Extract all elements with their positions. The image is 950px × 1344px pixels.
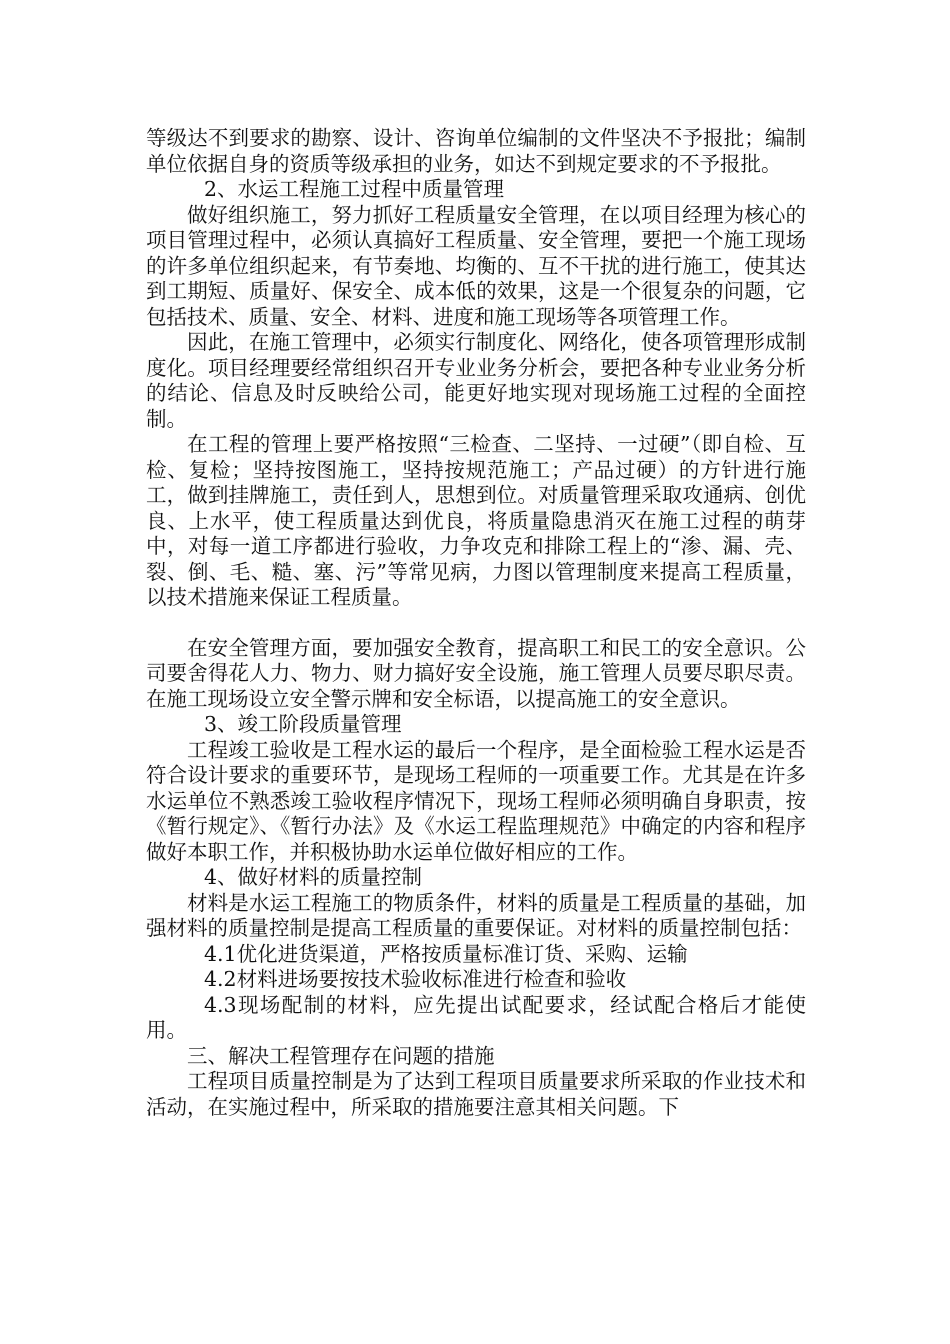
list-item-4-3: 4.3现场配制的材料，应先提出试配要求，经试配合格后才能使用。 [146, 992, 806, 1042]
paragraph-quality-control-measures: 工程项目质量控制是为了达到工程项目质量要求所采取的作业技术和活动，在实施过程中，所采取的措施要注意其相关问题。下 [146, 1069, 806, 1119]
heading-completion-quality: 3、竣工阶段质量管理 [204, 712, 402, 736]
heading-material-quality: 4、做好材料的质量控制 [204, 865, 423, 889]
list-item-4-1: 4.1优化进货渠道，严格按质量标准订货、采购、运输 [204, 941, 688, 966]
paragraph-approval: 等级达不到要求的勘察、设计、咨询单位编制的文件坚决不予报批；编制单位依据自身的资质等级承担的业务，如达不到规定要求的不予报批。 [146, 126, 806, 176]
paragraph-material-control: 材料是水运工程施工的物质条件，材料的质量是工程质量的基础，加强材料的质量控制是提高工程质量的重要保证。对材料的质量控制包括： [146, 890, 806, 940]
paragraph-completion-acceptance: 工程竣工验收是工程水运的最后一个程序，是全面检验工程水运是否符合设计要求的重要环节，是现场工程师的一项重要工作。尤其是在许多水运单位不熟悉竣工验收程序情况下，现场工程师必须明确自身职责，按《暂行规定》、《暂行办法》及《水运工程监理规范》中确定的内容和程序做好本职工作，并积极协助水运单位做好相应的工作。 [146, 737, 806, 864]
heading-solutions: 三、解决工程管理存在问题的措施 [187, 1043, 495, 1068]
list-item-4-2: 4.2材料进场要按技术验收标准进行检查和验收 [204, 967, 627, 991]
document-body [146, 126, 806, 1120]
heading-construction-quality: 2、水运工程施工过程中质量管理 [204, 177, 505, 201]
paragraph-three-checks: 在工程的管理上要严格按照“三检查、二坚持、一过硬”（即自检、互检、复检；坚持按图施工，坚持按规范施工；产品过硬）的方针进行施工，做到挂牌施工，责任到人，思想到位。对质量管理采取攻通病、创优良、上水平，使工程质量达到优良，将质量隐患消灭在施工过程的萌芽中，对每一道工序都进行验收，力争攻克和排除工程上的“渗、漏、壳、裂、倒、毛、糙、塞、污”等常见病，力图以管理制度来提高工程质量，以技术措施来保证工程质量。 [146, 432, 806, 609]
paragraph-safety-management: 在安全管理方面，要加强安全教育，提高职工和民工的安全意识。公司要舍得花人力、物力、财力搞好安全设施，施工管理人员要尽职尽责。在施工现场设立安全警示牌和安全标语，以提高施工的安全意识。 [146, 635, 806, 711]
paragraph-institutionalize: 因此，在施工管理中，必须实行制度化、网络化，使各项管理形成制度化。项目经理要经常组织召开专业业务分析会，要把各种专业业务分析的结论、信息及时反映给公司，能更好地实现对现场施工过程的全面控制。 [146, 330, 806, 431]
paragraph-gap [146, 611, 806, 636]
paragraph-organize-construction: 做好组织施工，努力抓好工程质量安全管理，在以项目经理为核心的项目管理过程中，必须认真搞好工程质量、安全管理，要把一个施工现场的许多单位组织起来，有节奏地、均衡的、互不干扰的进行施工，使其达到工期短、质量好、保安全、成本低的效果，这是一个很复杂的问题，它包括技术、质量、安全、材料、进度和施工现场等各项管理工作。 [146, 202, 806, 329]
